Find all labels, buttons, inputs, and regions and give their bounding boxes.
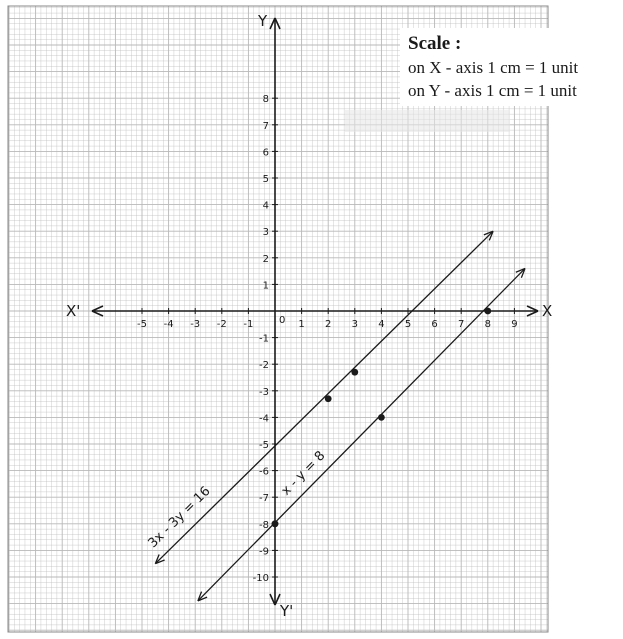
x-tick-label: 8 xyxy=(484,319,491,330)
data-point xyxy=(378,414,385,421)
series-label-x-y-8: x - y = 8 xyxy=(278,448,329,499)
x-tick-label: -2 xyxy=(216,319,227,330)
y-tick-label: 4 xyxy=(262,200,269,212)
y-tick-label: -1 xyxy=(259,333,269,345)
y-tick-label: -7 xyxy=(259,493,269,505)
x-tick-label: 4 xyxy=(378,319,385,330)
x-tick-label: -3 xyxy=(190,319,201,330)
x-prime-axis-label: X' xyxy=(66,302,81,320)
scale-title: Scale : xyxy=(408,33,462,54)
data-point xyxy=(325,395,332,402)
scale-box xyxy=(400,28,620,106)
y-axis-label: Y xyxy=(258,12,268,30)
y-tick-label: 6 xyxy=(262,147,269,159)
y-tick-label: 1 xyxy=(262,280,269,292)
x-tick-label: 2 xyxy=(325,319,332,330)
x-tick-label: -5 xyxy=(137,319,147,330)
y-prime-axis-label: Y' xyxy=(280,602,294,620)
y-tick-label: -2 xyxy=(259,360,269,372)
y-tick-label: -6 xyxy=(259,466,269,478)
scale-x-line: on X - axis 1 cm = 1 unit xyxy=(408,58,579,77)
x-tick-label: 1 xyxy=(298,319,305,330)
y-tick-label: 2 xyxy=(262,253,269,265)
x-tick-label: -4 xyxy=(163,319,174,330)
y-tick-label: -8 xyxy=(259,519,269,531)
y-tick-label: -4 xyxy=(259,413,269,425)
y-tick-label: 3 xyxy=(262,227,269,239)
x-tick-label: 6 xyxy=(431,319,438,330)
series-label-3x-3y-16: 3x - 3y = 16 xyxy=(145,483,214,552)
scale-y-line: on Y - axis 1 cm = 1 unit xyxy=(408,81,577,100)
data-point xyxy=(272,520,279,527)
y-tick-label: 7 xyxy=(262,120,269,132)
y-tick-label: 5 xyxy=(262,174,269,185)
data-point xyxy=(351,369,358,376)
x-axis-label: X xyxy=(542,302,553,320)
x-tick-label: 5 xyxy=(404,319,412,330)
x-tick-label: -1 xyxy=(243,319,254,330)
y-tick-label: -3 xyxy=(259,386,269,398)
paper-mark xyxy=(345,110,510,132)
series-labels xyxy=(146,448,329,551)
y-tick-label: -5 xyxy=(259,440,269,451)
origin-label: 0 xyxy=(279,315,286,326)
y-tick-label: -9 xyxy=(259,546,269,558)
y-tick-label: -10 xyxy=(252,573,269,584)
y-tick-label: 8 xyxy=(262,94,269,106)
data-point xyxy=(484,308,491,315)
x-tick-label: 3 xyxy=(351,319,358,330)
x-tick-label: 9 xyxy=(511,319,518,330)
series-lines xyxy=(155,231,525,601)
x-tick-label: 7 xyxy=(458,319,465,330)
